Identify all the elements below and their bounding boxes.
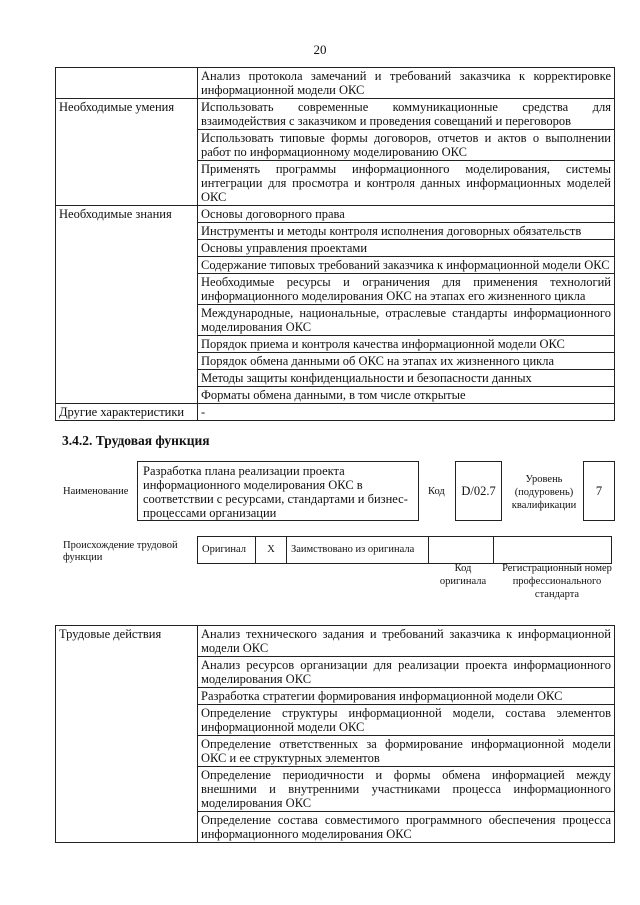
knowledge-item: Международные, национальные, отраслевые стандарты информационного моделирования ОКС [198,305,615,336]
origin-label: Происхождение трудовой функции [63,540,178,563]
knowledge-item: Необходимые ресурсы и ограничения для применения технологий информационного моделирования ОКС на этапах его жизненного цикла [198,274,615,305]
actions-label: Трудовые действия [56,626,198,843]
knowledge-label: Необходимые знания [56,206,198,404]
other-value: - [198,404,615,421]
name-label: Наименование [63,486,129,497]
table-row [56,626,615,657]
original-mark: X [256,537,287,564]
skill-item: Использовать типовые формы договоров, отчетов и актов о выполнении работ по информационному моделированию ОКС [198,130,615,161]
code-label: Код [428,486,445,497]
code-original-cell [429,537,494,564]
knowledge-item: Содержание типовых требований заказчика к информационной модели ОКС [198,257,615,274]
level-label: Уровень (подуровень) квалификации [511,474,577,511]
table-cell: Анализ протокола замечаний и требований заказчика к корректировке информационной модели ОКС [198,68,615,99]
action-item: Определение периодичности и формы обмена информацией между внешними и внутренними участниками процесса информационного моделирования ОКС [198,767,615,812]
action-item: Анализ технического задания и требований заказчика к информационной модели ОКС [198,626,615,657]
reg-number-cell [494,537,612,564]
function-name-box: Разработка плана реализации проекта информационного моделирования ОКС в соответствии с ресурсами, стандартами и бизнес-процессами организации [137,461,419,521]
action-item: Определение ответственных за формирование информационной модели ОКС и ее структурных элементов [198,736,615,767]
table-row [56,206,615,223]
code-original-caption: Код оригинала [439,563,487,587]
knowledge-item: Инструменты и методы контроля исполнения договорных обязательств [198,223,615,240]
section-title: 3.4.2. Трудовая функция [62,433,210,448]
borrowed-label: Заимствовано из оригинала [287,537,429,564]
original-label: Оригинал [198,537,256,564]
table-row [56,99,615,130]
empty-label-cell [56,68,198,99]
labor-actions-table [55,625,615,843]
level-value: 7 [583,461,615,521]
action-item: Анализ ресурсов организации для реализации проекта информационного моделирования ОКС [198,657,615,688]
skills-label: Необходимые умения [56,99,198,206]
competencies-table [55,67,615,421]
table-row [56,68,615,99]
knowledge-item: Форматы обмена данными, в том числе открытые [198,387,615,404]
origin-table [197,536,612,564]
skill-item: Использовать современные коммуникационные средства для взаимодействия с заказчиком и проведения совещаний и переговоров [198,99,615,130]
table-row [198,537,612,564]
other-label: Другие характеристики [56,404,198,421]
knowledge-item: Основы управления проектами [198,240,615,257]
knowledge-item: Методы защиты конфиденциальности и безопасности данных [198,370,615,387]
skill-item: Применять программы информационного моделирования, системы интеграции для просмотра и контроля данных информационных моделей ОКС [198,161,615,206]
reg-number-caption: Регистрационный номер профессионального стандарта [502,563,612,600]
code-value: D/02.7 [455,461,502,521]
knowledge-item: Основы договорного права [198,206,615,223]
table-row [56,404,615,421]
knowledge-item: Порядок приема и контроля качества информационной модели ОКС [198,336,615,353]
action-item: Разработка стратегии формирования информационной модели ОКС [198,688,615,705]
action-item: Определение структуры информационной модели, состава элементов информационной модели ОКС [198,705,615,736]
action-item: Определение состава совместимого программного обеспечения процесса информационного моделирования ОКС [198,812,615,843]
knowledge-item: Порядок обмена данными об ОКС на этапах их жизненного цикла [198,353,615,370]
page-number: 20 [313,42,327,57]
